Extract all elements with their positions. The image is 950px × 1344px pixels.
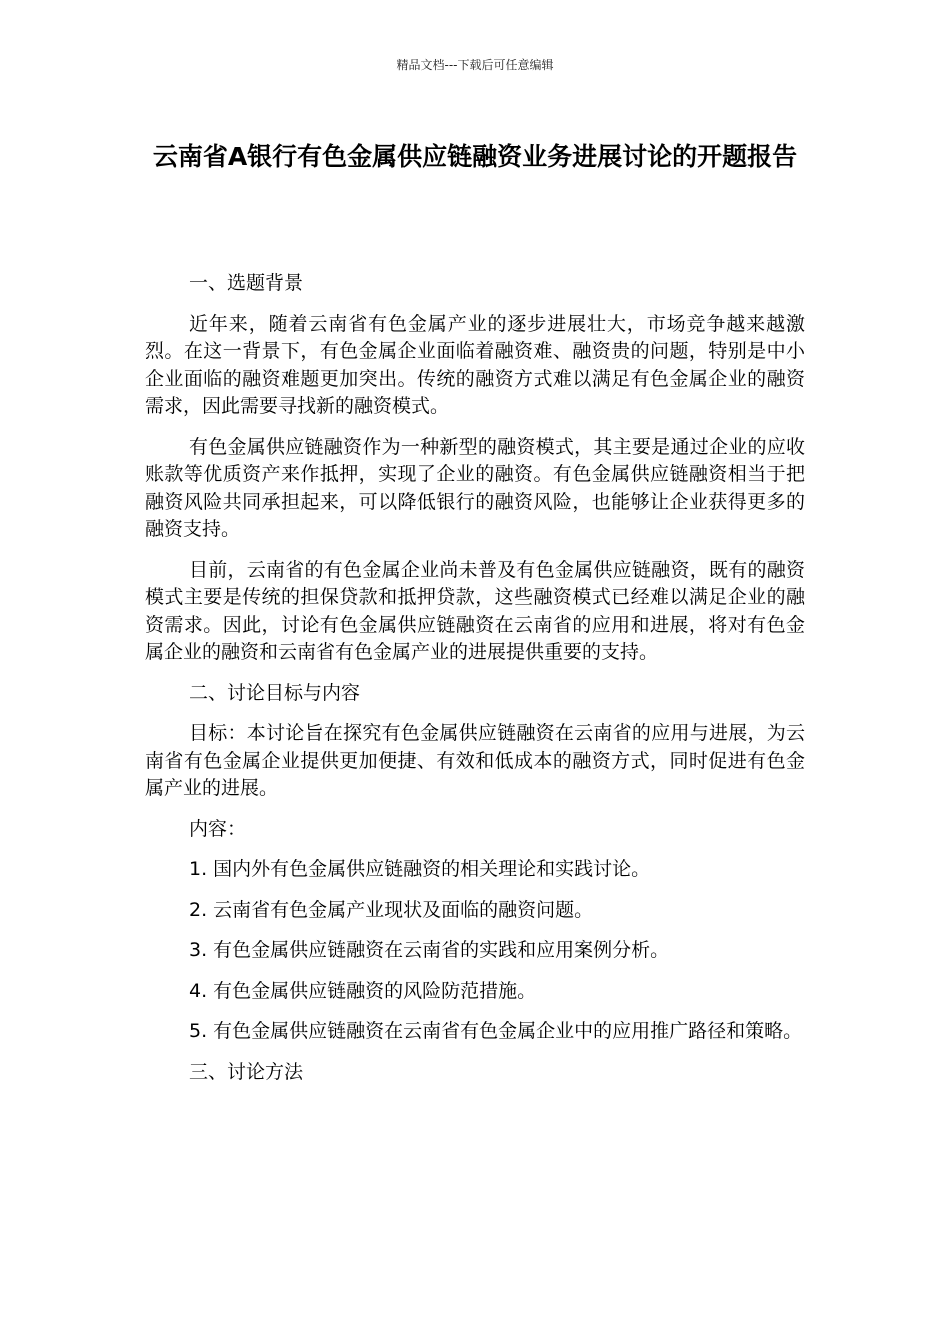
list-item: 2. 云南省有色金属产业现状及面临的融资问题。 xyxy=(189,898,594,921)
list-item: 5. 有色金属供应链融资在云南省有色金属企业中的应用推广路径和策略。 xyxy=(189,1020,803,1042)
body-paragraph: 目前，云南省的有色金属企业尚未普及有色金属供应链融资，既有的融资模式主要是传统的担保贷款和抵押贷款，这些融资模式已经难以满足企业的融资需求。因此，讨论有色金属供应链融资在云南省的应用和进展，将对有色金属企业的融资和云南省有色金属产业的进展提供重要的支持。 xyxy=(145,558,805,663)
page-header-note: 精品文档---下载后可任意编辑 xyxy=(396,58,554,72)
document-body xyxy=(145,270,805,1099)
list-item: 3. 有色金属供应链融资在云南省的实践和应用案例分析。 xyxy=(189,939,670,961)
list-item: 4. 有色金属供应链融资的风险防范措施。 xyxy=(189,979,537,1002)
section-heading-methods: 三、讨论方法 xyxy=(189,1060,304,1083)
body-paragraph: 目标：本讨论旨在探究有色金属供应链融资在云南省的应用与进展，为云南省有色金属企业提供更加便捷、有效和低成本的融资方式，同时促进有色金属产业的进展。 xyxy=(145,722,805,799)
section-heading-background: 一、选题背景 xyxy=(189,272,304,294)
list-item: 1. 国内外有色金属供应链融资的相关理论和实践讨论。 xyxy=(189,858,651,880)
body-paragraph: 有色金属供应链融资作为一种新型的融资模式，其主要是通过企业的应收账款等优质资产来作抵押，实现了企业的融资。有色金属供应链融资相当于把融资风险共同承担起来，可以降低银行的融资风险，也能够让企业获得更多的融资支持。 xyxy=(145,435,805,540)
document-title: 云南省A银行有色金属供应链融资业务进展讨论的开题报告 xyxy=(152,142,798,171)
section-heading-goals: 二、讨论目标与内容 xyxy=(189,681,361,704)
content-label: 内容： xyxy=(189,817,247,840)
body-paragraph: 近年来，随着云南省有色金属产业的逐步进展壮大，市场竞争越来越激烈。在这一背景下，有色金属企业面临着融资难、融资贵的问题，特别是中小企业面临的融资难题更加突出。传统的融资方式难以满足有色金属企业的融资需求，因此需要寻找新的融资模式。 xyxy=(145,312,805,417)
